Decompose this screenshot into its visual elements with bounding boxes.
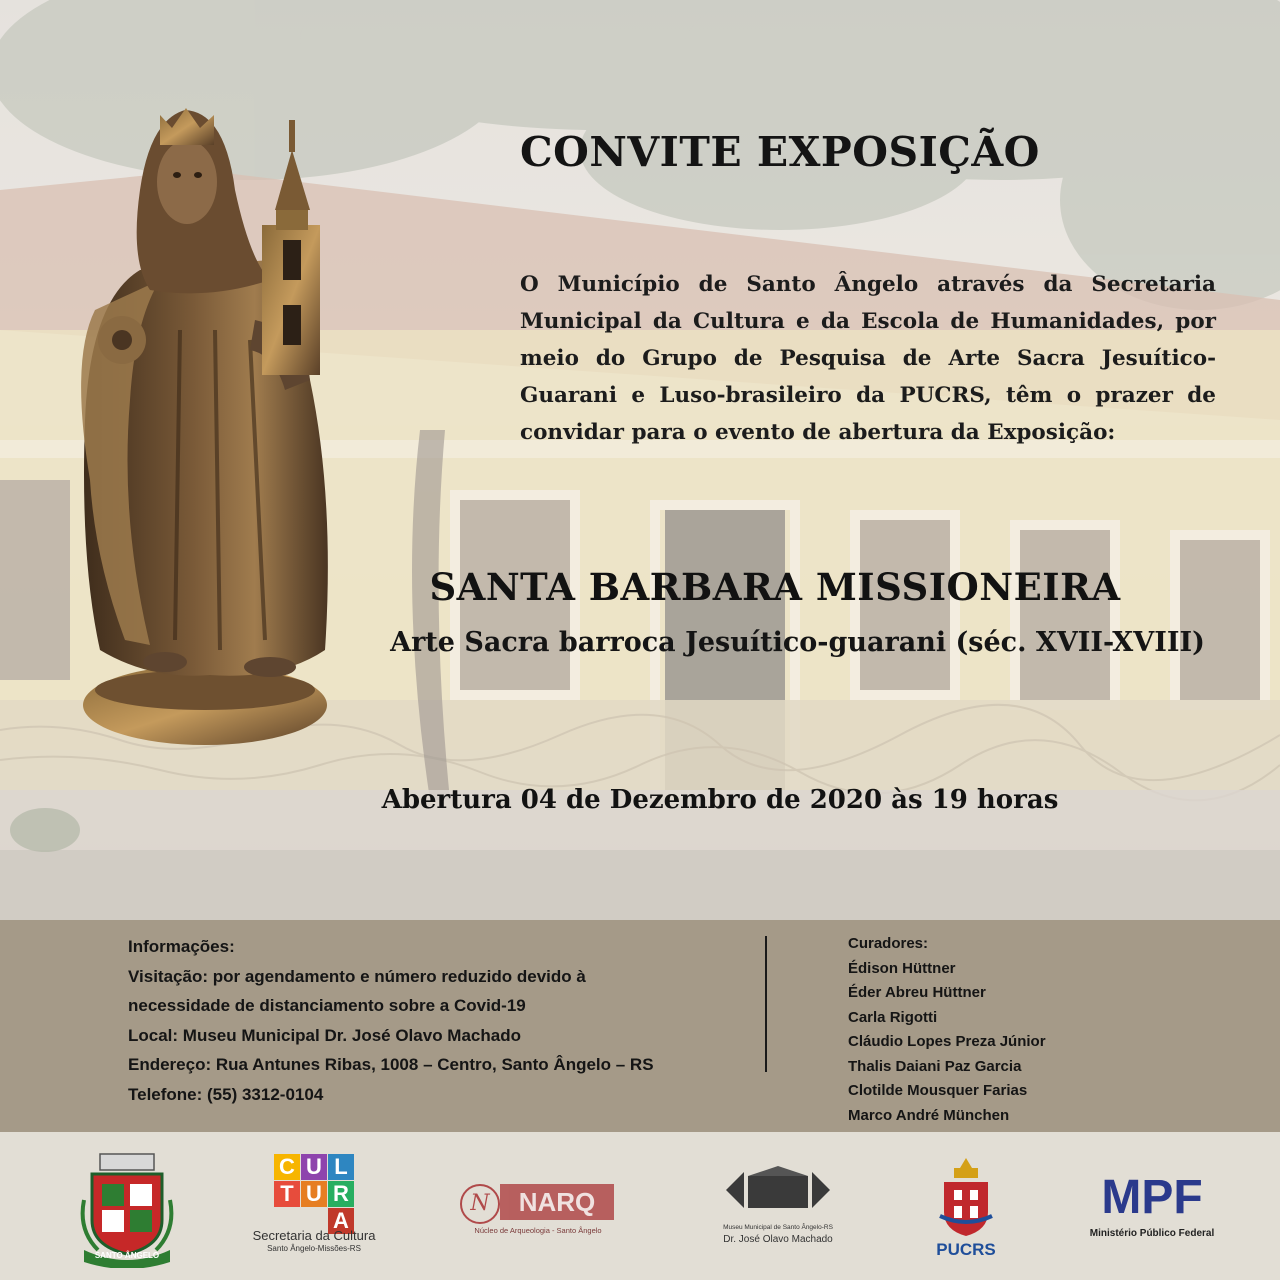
pucrs-wordmark: PUCRS xyxy=(936,1240,996,1259)
curator-name: Clotilde Mousquer Farias xyxy=(848,1082,1028,1099)
curators-heading: Curadores: xyxy=(848,935,929,952)
cultura-caption: Secretaria da Cultura xyxy=(252,1228,376,1243)
info-line-location: Local: Museu Municipal Dr. José Olavo Machado xyxy=(128,1025,521,1045)
curators-list xyxy=(848,932,1248,1128)
curator-name: Édison Hüttner xyxy=(848,959,956,977)
museu-subcaption: Dr. José Olavo Machado xyxy=(723,1234,833,1245)
opening-date: Abertura 04 de Dezembro de 2020 às 19 horas xyxy=(381,785,1059,815)
cultura-letter: C xyxy=(274,1154,300,1180)
museum-arrows-icon xyxy=(712,1162,844,1218)
secretaria-cultura-logo xyxy=(244,1154,384,1254)
santo-angelo-coat-of-arms-logo xyxy=(78,1150,176,1268)
pucrs-logo xyxy=(936,1156,996,1268)
cultura-letter: L xyxy=(328,1154,354,1180)
exhibition-title: SANTA BARBARA MISSIONEIRA xyxy=(429,565,1121,609)
sponsor-logos xyxy=(0,1132,1280,1280)
cultura-letter: A xyxy=(328,1208,354,1234)
narq-mark-icon: N xyxy=(460,1184,500,1224)
narq-caption: Núcleo de Arqueologia - Santo Ângelo xyxy=(474,1226,602,1235)
panel-divider xyxy=(765,936,767,1072)
info-panel xyxy=(0,920,1280,1132)
curator-name: Cláudio Lopes Preza Júnior xyxy=(848,1033,1046,1050)
cultura-letter: R xyxy=(328,1181,354,1207)
curator-name: Carla Rigotti xyxy=(848,1008,938,1026)
narq-logo xyxy=(458,1184,618,1234)
info-line-visitation: Visitação: por agendamento e número reduzido devido à xyxy=(128,966,586,986)
cultura-letter: T xyxy=(274,1181,300,1207)
mpf-wordmark: MPF xyxy=(1101,1171,1203,1224)
curator-name: Éder Abreu Hüttner xyxy=(848,984,986,1001)
visit-information xyxy=(128,932,748,1109)
invitation-intro: O Município de Santo Ângelo através da Secretaria Municipal da Cultura e da Escola de Humanidades, por meio do Grupo de Pesquisa de Arte Sacra Jesuítico-Guarani e Luso-brasileiro da PUCRS, têm o prazer de convidar para o evento de abertura da Exposição: xyxy=(520,272,1216,445)
cultura-letter: U xyxy=(301,1181,327,1207)
narq-wordmark: NARQ xyxy=(500,1184,614,1220)
info-line-address: Endereço: Rua Antunes Ribas, 1008 – Centro, Santo Ângelo – RS xyxy=(128,1055,654,1074)
museu-caption: Museu Municipal de Santo Ângelo-RS xyxy=(723,1224,833,1231)
curator-name: Marco André München xyxy=(848,1106,1010,1124)
invitation-title: CONVITE EXPOSIÇÃO xyxy=(520,128,1040,176)
santo-angelo-caption: SANTO ÂNGELO xyxy=(94,1251,160,1260)
curator-name: Thalis Daiani Paz Garcia xyxy=(848,1057,1022,1075)
pucrs-shield-icon xyxy=(936,1156,996,1240)
mpf-caption: Ministério Público Federal xyxy=(1089,1228,1215,1239)
info-heading: Informações: xyxy=(128,937,235,956)
museu-municipal-logo xyxy=(712,1162,844,1252)
mpf-logo xyxy=(1082,1171,1222,1244)
exhibition-subtitle: Arte Sacra barroca Jesuítico-guarani (séc. XVII-XVIII) xyxy=(390,627,1205,658)
info-line-phone: Telefone: (55) 3312-0104 xyxy=(128,1084,324,1104)
cultura-letter: U xyxy=(301,1154,327,1180)
info-line-visitation-cont: necessidade de distanciamento sobre a Covid-19 xyxy=(128,996,526,1015)
cultura-subcaption: Santo Ângelo-Missões-RS xyxy=(267,1244,361,1253)
